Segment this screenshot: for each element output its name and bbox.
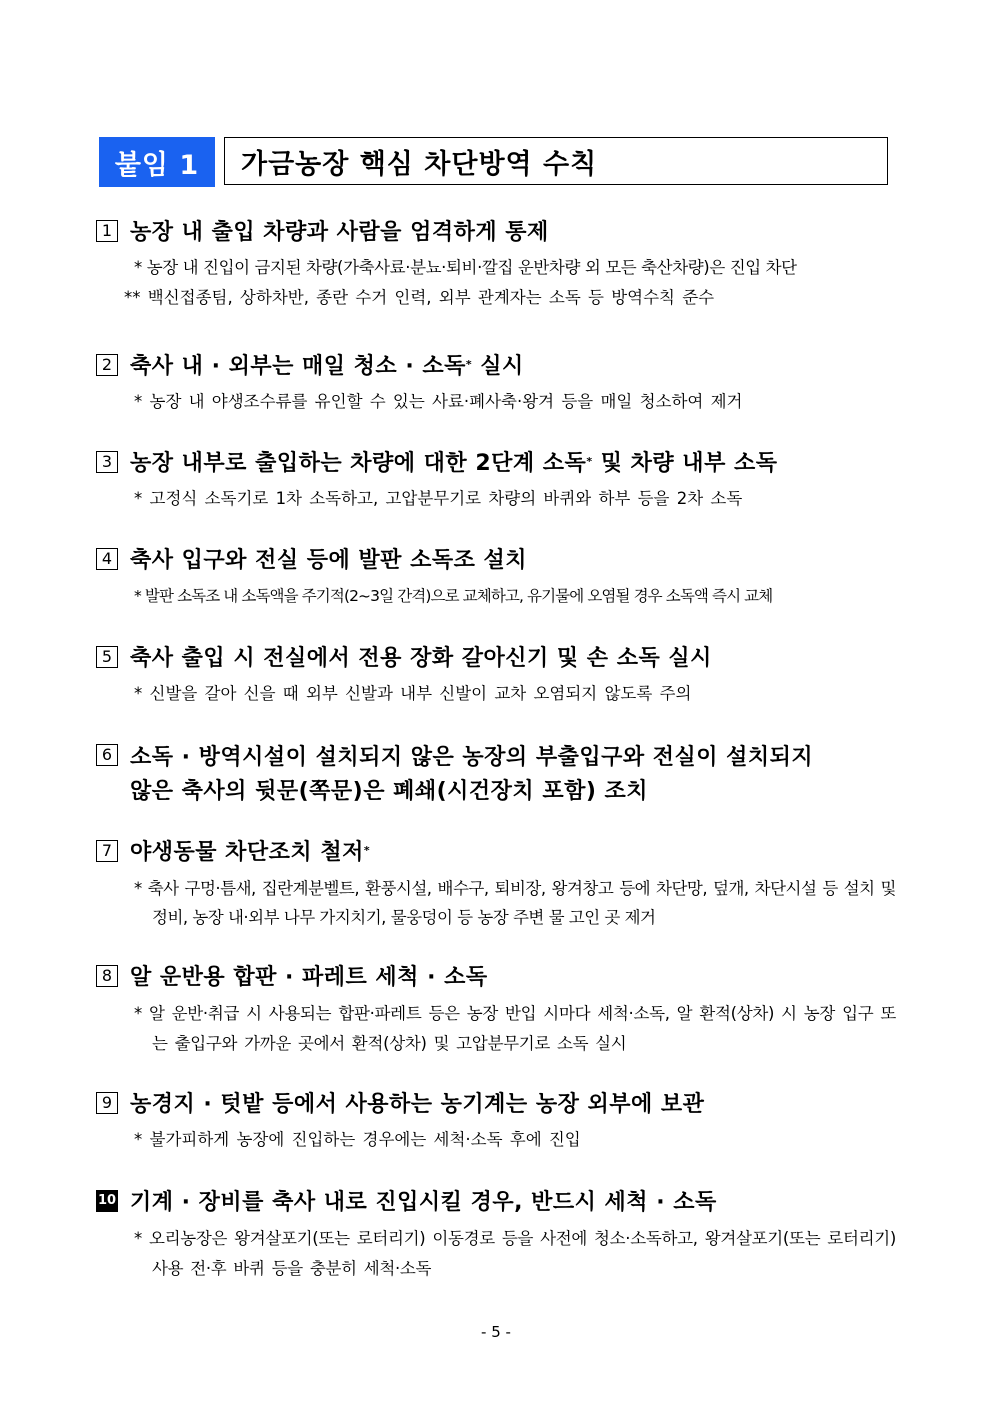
item-number: 3 — [96, 451, 118, 473]
item-note: * 축사 구멍·틈새, 집란계분벨트, 환풍시설, 배수구, 퇴비장, 왕겨창고 등에 차단망, 덮개, 차단시설 등 설치 및 정비, 농장 내·외부 나무 가지치기, 물웅덩이 등 농장 주변 물 고인 곳 제거 — [134, 879, 896, 927]
item-note: * 오리농장은 왕겨살포기(또는 로터리기) 이동경로 등을 사전에 청소·소독하고, 왕겨살포기(또는 로터리기) 사용 전·후 바퀴 등을 충분히 세척·소독 — [134, 1229, 896, 1278]
item-heading: 알 운반용 합판 · 파레트 세척 · 소독 — [130, 965, 488, 990]
item-number: 2 — [96, 354, 118, 376]
item-heading: 야생동물 차단조치 철저* — [130, 840, 371, 865]
item-heading: 기계 · 장비를 축사 내로 진입시킬 경우, 반드시 세척 · 소독 — [130, 1190, 717, 1215]
rule-item-3 — [96, 448, 896, 513]
item-note: * 불가피하게 농장에 진입하는 경우에는 세척·소독 후에 진입 — [134, 1130, 581, 1149]
rule-item-5 — [96, 643, 896, 708]
item-note: * 농장 내 진입이 금지된 차량(가축사료·분뇨·퇴비·깔집 운반차량 외 모든 축산차량)은 진입 차단 — [134, 258, 797, 277]
item-number: 4 — [96, 548, 118, 570]
page-number: - 5 - — [481, 1323, 511, 1341]
page-title: 가금농장 핵심 차단방역 수칙 — [224, 137, 888, 185]
rule-item-10 — [96, 1187, 896, 1284]
item-note: * 신발을 갈아 신을 때 외부 신발과 내부 신발이 교차 오염되지 않도록 주의 — [134, 684, 692, 703]
rule-item-9 — [96, 1089, 896, 1154]
item-number: 10 — [96, 1190, 118, 1212]
attachment-badge: 붙임 1 — [99, 137, 215, 187]
item-note: * 발판 소독조 내 소독액을 주기적(2~3일 간격)으로 교체하고, 유기물에 오염될 경우 소독액 즉시 교체 — [134, 587, 773, 605]
item-heading: 축사 입구와 전실 등에 발판 소독조 설치 — [130, 548, 527, 573]
rule-item-2 — [96, 351, 896, 416]
item-number: 6 — [96, 744, 118, 766]
item-note: * 고정식 소독기로 1차 소독하고, 고압분무기로 차량의 바퀴와 하부 등을 2차 소독 — [134, 489, 743, 508]
rule-item-1 — [96, 217, 896, 312]
item-number: 8 — [96, 965, 118, 987]
item-note: * 농장 내 야생조수류를 유인할 수 있는 사료·폐사축·왕겨 등을 매일 청소하여 제거 — [134, 392, 743, 411]
item-heading: 농장 내 출입 차량과 사람을 엄격하게 통제 — [130, 220, 549, 245]
item-heading: 축사 내 · 외부는 매일 청소 · 소독* 실시 — [130, 354, 524, 379]
rule-item-7 — [96, 837, 896, 932]
item-heading: 축사 출입 시 전실에서 전용 장화 갈아신기 및 손 소독 실시 — [130, 646, 712, 671]
item-number: 7 — [96, 840, 118, 862]
item-heading: 농경지 · 텃밭 등에서 사용하는 농기계는 농장 외부에 보관 — [130, 1092, 705, 1117]
item-note: ** 백신접종팀, 상하차반, 종란 수거 인력, 외부 관계자는 소독 등 방역수칙 준수 — [124, 288, 715, 307]
rule-item-4 — [96, 545, 896, 610]
rule-item-6 — [96, 741, 896, 809]
item-heading: 소독 · 방역시설이 설치되지 않은 농장의 부출입구와 전실이 설치되지 않은 축사의 뒷문(쪽문)은 폐쇄(시건장치 포함) 조치 — [130, 745, 814, 804]
rule-item-8 — [96, 962, 896, 1059]
item-number: 9 — [96, 1092, 118, 1114]
item-heading: 농장 내부로 출입하는 차량에 대한 2단계 소독* 및 차량 내부 소독 — [130, 451, 778, 476]
item-number: 5 — [96, 646, 118, 668]
item-note: * 알 운반·취급 시 사용되는 합판·파레트 등은 농장 반입 시마다 세척·소독, 알 환적(상차) 시 농장 입구 또는 출입구와 가까운 곳에서 환적(상차) 및 고압분무기로 소독 실시 — [134, 1004, 896, 1053]
item-number: 1 — [96, 220, 118, 242]
